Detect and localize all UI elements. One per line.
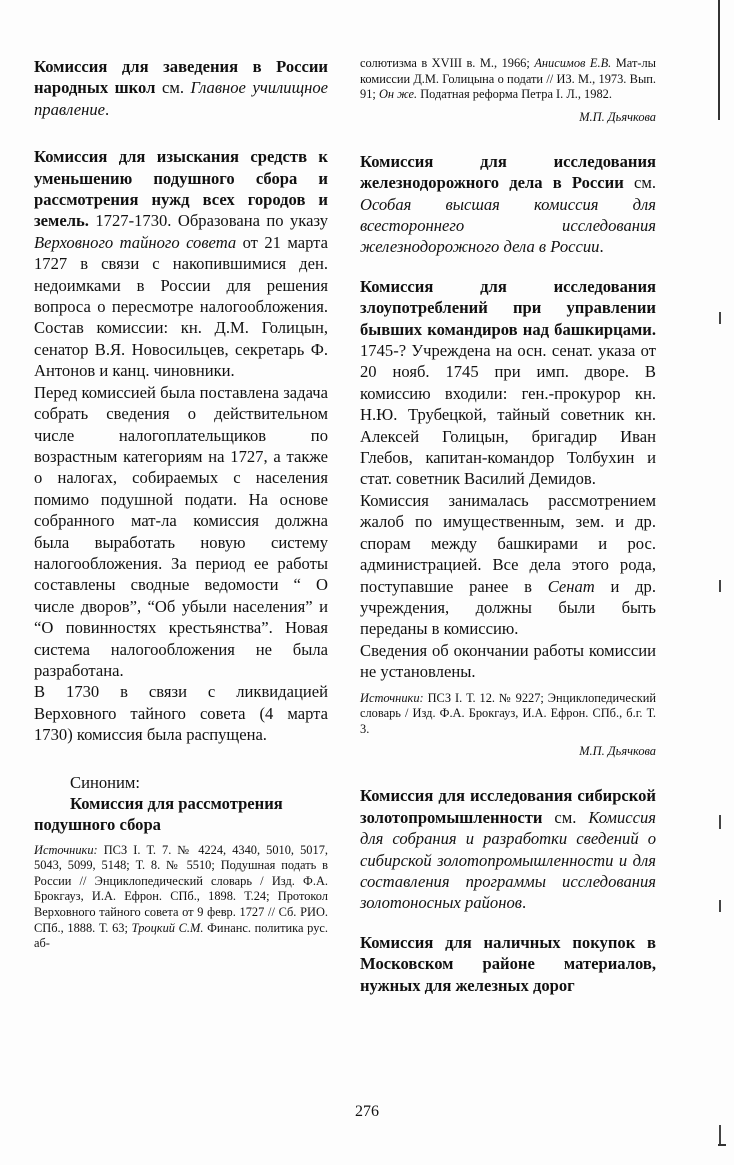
- entry-text: и др. учреждения, должны были быть переданы в комиссию.: [360, 576, 656, 639]
- sources-text: Финанс. политика рус. аб-: [34, 920, 328, 951]
- sources-label: Источники:: [360, 690, 424, 705]
- entry-siberian-gold: [360, 785, 656, 913]
- see-word: см.: [155, 78, 191, 98]
- entry-public-schools: [34, 56, 328, 120]
- sources-text: ПСЗ I. Т. 7. № 4224, 4340, 5010, 5017, 5043, 5099, 5148; Т. 8. № 5510; Подушная подать в России // Энциклопедический словарь / Изд. Ф.А. Брокгауз, И.А. Ефрон. СПб., 1898. Т.24; Протокол Верховного тайного совета от 9 февр. 1727 // Сб. РИО. СПб., 1888. Т. 63;: [34, 842, 328, 935]
- synonym-heading: Комиссия для рассмотрения подушного сбора: [34, 793, 283, 834]
- scan-mark: [719, 312, 721, 324]
- cross-reference: Сенат: [547, 576, 595, 596]
- scan-mark: [719, 815, 721, 829]
- entry-heading: Комиссия для наличных покупок в Московском районе материалов, нужных для железных дорог: [360, 932, 656, 995]
- entry-paragraph: Сведения об окончании работы комиссии не установлены.: [360, 640, 656, 682]
- entry-heading: Комиссия для изыскания средств к уменьшению подушного сбора и рассмотрения нужд всех городов и земель.: [34, 147, 328, 231]
- scan-mark: [719, 900, 721, 912]
- cross-reference: Главное училищное правление: [34, 78, 329, 119]
- entry-text: от 21 марта 1727 в связи с накопившимися ден. недоимками в России для решения вопроса о пересмотре налогообложения. Состав комиссии: кн. Д.М. Голицын, сенатор В.Я. Новосильцев, секретарь Ф. Антонов и канц. чиновники.: [34, 232, 328, 381]
- author-signature: М.П. Дьячкова: [579, 744, 656, 759]
- scan-mark: [718, 1144, 726, 1146]
- entry-heading: Комиссия для исследования сибирской золотопромышленности: [360, 786, 656, 827]
- left-column: [34, 56, 328, 952]
- entry-heading: Комиссия для заведения в России народных школ: [34, 57, 328, 98]
- sources-text: Податная реформа Петра I. Л., 1982.: [417, 87, 612, 102]
- entry-text: Комиссия занималась рассмотрением жалоб по имущественным, зем. и др. спорам между башкирами и рос. администрацией. Все дела этого рода, поступавшие ранее в: [360, 490, 656, 596]
- entry-paragraph: [360, 490, 656, 640]
- scan-mark: [719, 1125, 721, 1145]
- sources-label: Источники:: [34, 842, 98, 857]
- page-number: 276: [355, 1103, 379, 1120]
- sources-author: Троцкий С.М.: [131, 920, 204, 935]
- entry-poll-tax-commission: [34, 146, 328, 381]
- author-signature: М.П. Дьячкова: [579, 109, 656, 124]
- punctuation: .: [105, 99, 110, 119]
- entry-paragraph: Перед комиссией была поставлена задача собрать сведения о действительном числе налогоплательщиков по возрастным категориям на 1727, а также о налогах, собираемых с населения помимо подушной подати. На основе собранного мат-ла комиссия должна была выработать новую систему налогообложения. За период ее работы составлены сводные ведомости “ О числе дворов”, “Об убыли населения” и “О повинностях крестьянства”. Новая система налогообложения не была разработана.: [34, 382, 328, 680]
- entry-railway-investigation: [360, 151, 656, 258]
- entry-moscow-purchases: [360, 932, 656, 996]
- sources-text: Мат-лы комиссии Д.М. Голицына о подати // ИЗ. М., 1973. Вып. 91;: [360, 56, 656, 102]
- cross-reference: Комиссия для собрания и разработки сведений о сибирской золотопромышленности и для составления программы исследования золотоносных районов: [360, 807, 656, 913]
- sources-continuation: [360, 56, 656, 103]
- scan-edge-line: [718, 0, 720, 120]
- sources-author: Анисимов Е.В.: [534, 56, 612, 70]
- see-word: см.: [542, 807, 589, 827]
- synonym-label: Синоним:: [70, 772, 140, 792]
- cross-reference: Особая высшая комиссия для всестороннего исследования железнодорожного дела в России: [360, 194, 656, 257]
- entry-text: 1745-? Учреждена на осн. сенат. указа от 20 нояб. 1745 при имп. дворе. В комиссию входили: ген.-прокурор кн. Н.Ю. Трубецкой, тайный советник кн. Алексей Голицын, бригадир Иван Глебов, капитан-командор Толбухин и стат. советник Василий Демидов.: [360, 341, 656, 489]
- right-column: [360, 56, 656, 996]
- punctuation: .: [521, 893, 527, 913]
- sources-block: [360, 691, 656, 738]
- scan-mark: [719, 580, 721, 592]
- entry-heading: Комиссия для исследования железнодорожного дела в России: [360, 151, 656, 193]
- cross-reference: Верховного тайного совета: [34, 232, 237, 252]
- sources-text: ПСЗ I. Т. 12. № 9227; Энциклопедический словарь / Изд. Ф.А. Брокгауз, И.А. Ефрон. СПб., б.г. Т. 3.: [360, 690, 656, 736]
- entry-text: 1727-1730. Образована по указу: [88, 211, 328, 231]
- sources-block: [34, 843, 328, 952]
- entry-bashkir-commission: [360, 276, 656, 490]
- entry-paragraph: В 1730 в связи с ликвидацией Верховного тайного совета (4 марта 1730) комиссия была распущена.: [34, 682, 328, 745]
- sources-ibid: Он же.: [378, 87, 418, 102]
- entry-heading: Комиссия для исследования злоупотреблений при управлении бывших командиров над башкирцами.: [360, 276, 656, 339]
- punctuation: .: [599, 237, 604, 257]
- see-word: см.: [623, 173, 656, 193]
- sources-text: солютизма в XVIII в. М., 1966;: [360, 56, 535, 70]
